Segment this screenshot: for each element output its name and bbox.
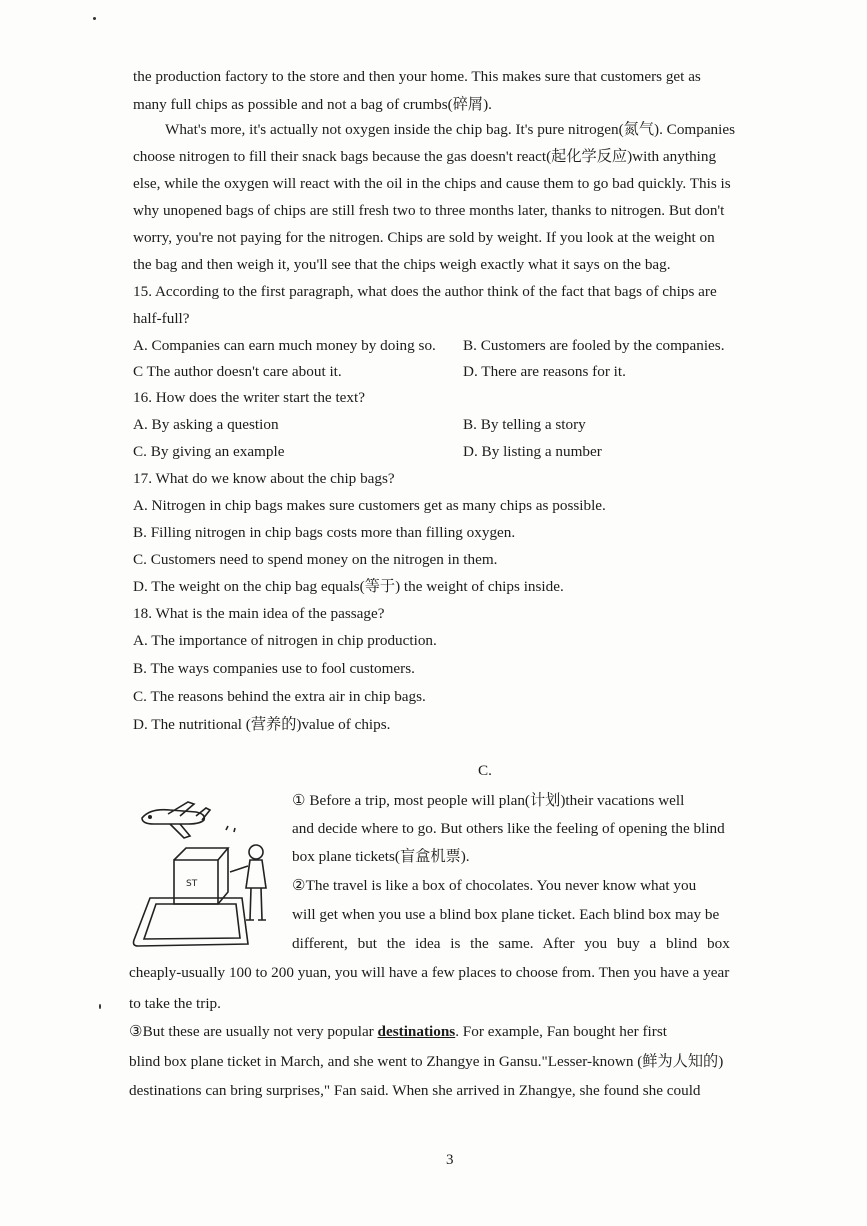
svg-text:ST: ST [186,879,198,889]
text-run: ③But these are usually not very popular [129,1023,378,1040]
text-run: . For example, Fan bought her first [455,1023,667,1040]
question-stem: 18. What is the main idea of the passage? [133,605,385,622]
question-stem: half-full? [133,310,190,327]
answer-option[interactable]: B. Filling nitrogen in chip bags costs more than filling oxygen. [133,524,516,541]
answer-option[interactable]: D. The weight on the chip bag equals(等于) the weight of chips inside. [133,578,564,595]
plane-icon [142,802,210,838]
answer-option[interactable]: A. Companies can earn much money by doing so. [133,337,436,354]
passage-line: why unopened bags of chips are still fresh two to three months later, thanks to nitrogen. But don't [133,202,725,219]
passage-line: destinations can bring surprises," Fan said. When she arrived in Zhangye, she found she could [129,1082,701,1099]
passage-line: different, but the idea is the same. After you buy a blind box [292,935,730,952]
person-icon [230,845,266,920]
answer-option[interactable]: A. The importance of nitrogen in chip production. [133,632,437,649]
passage-line: else, while the oxygen will react with the oil in the chips and cause them to go bad quickly. This is [133,175,731,192]
answer-option[interactable]: B. The ways companies use to fool customers. [133,660,415,677]
passage-line: worry, you're not paying for the nitrogen. Chips are sold by weight. If you look at the weight on [133,229,715,246]
answer-option[interactable]: B. Customers are fooled by the companies. [463,337,725,354]
answer-option[interactable]: D. The nutritional (营养的)value of chips. [133,716,391,733]
page-number: 3 [446,1152,454,1168]
answer-option[interactable]: B. By telling a story [463,416,586,433]
passage-line: the bag and then weigh it, you'll see that the chips weigh exactly what it says on the bag. [133,256,671,273]
keyword-destinations: destinations [377,1023,456,1040]
passage-line: box plane tickets(盲盒机票). [292,848,470,865]
passage-line: the production factory to the store and then your home. This makes sure that customers get as [133,68,701,85]
passage-line: cheaply-usually 100 to 200 yuan, you will have a few places to choose from. Then you have a year [129,964,730,981]
scan-speck [99,1004,101,1009]
answer-option[interactable]: C. By giving an example [133,443,285,460]
section-heading: C. [478,762,492,779]
passage-line: ②The travel is like a box of chocolates. You never know what you [292,877,697,894]
question-stem: 15. According to the first paragraph, what does the author think of the fact that bags of chips are [133,283,717,300]
answer-option[interactable]: C. The reasons behind the extra air in chip bags. [133,688,426,705]
passage-line: What's more, it's actually not oxygen inside the chip bag. It's pure nitrogen(氮气). Companies [165,121,736,138]
passage-line: will get when you use a blind box plane ticket. Each blind box may be [292,906,720,923]
question-stem: 17. What do we know about the chip bags? [133,470,395,487]
scan-speck [93,17,96,20]
blind-box-illustration [130,796,288,954]
answer-option[interactable]: D. By listing a number [463,443,602,460]
answer-option[interactable]: A. By asking a question [133,416,279,433]
passage-line: to take the trip. [129,995,221,1012]
passage-line: and decide where to go. But others like the feeling of opening the blind [292,820,725,837]
answer-option[interactable]: C. Customers need to spend money on the nitrogen in them. [133,551,498,568]
question-stem: 16. How does the writer start the text? [133,389,365,406]
passage-line: blind box plane ticket in March, and she went to Zhangye in Gansu."Lesser-known (鲜为人知的) [129,1053,724,1070]
answer-option[interactable]: D. There are reasons for it. [463,363,626,380]
passage-line [129,1023,667,1041]
box-icon [174,848,228,904]
answer-option[interactable]: C The author doesn't care about it. [133,363,342,380]
passage-line: choose nitrogen to fill their snack bags because the gas doesn't react(起化学反应)with anything [133,148,717,165]
passage-line: ① Before a trip, most people will plan(计划)their vacations well [292,792,685,809]
passage-line: many full chips as possible and not a bag of crumbs(碎屑). [133,96,492,113]
answer-option[interactable]: A. Nitrogen in chip bags makes sure customers get as many chips as possible. [133,497,606,514]
